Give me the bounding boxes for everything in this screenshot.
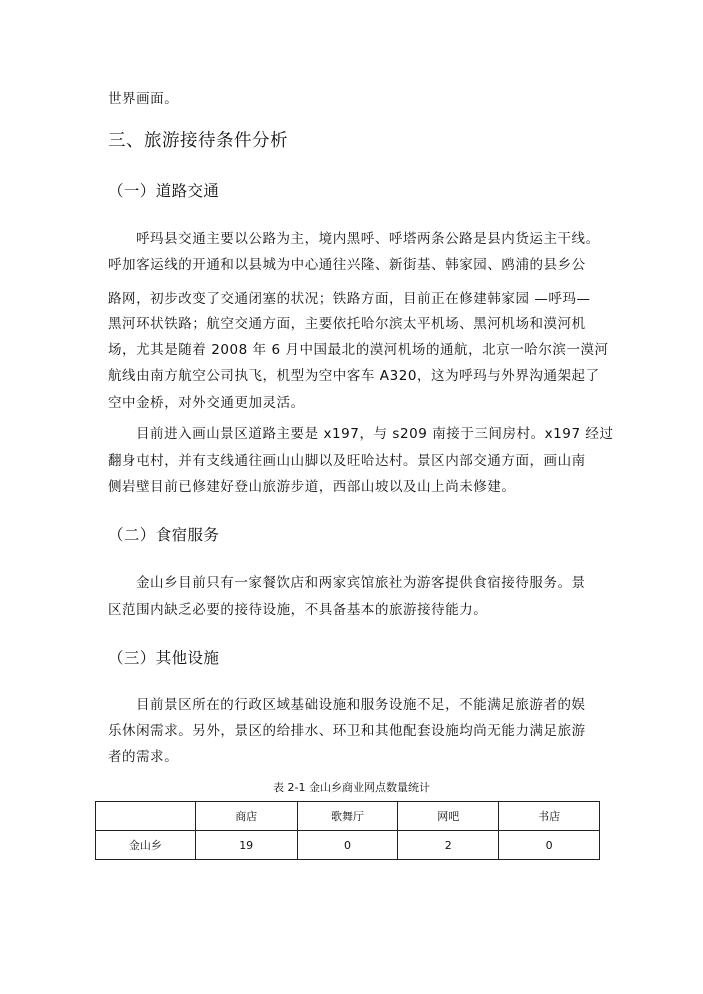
intro-line: 世界画面。 xyxy=(108,91,179,107)
table-header-cell: 网吧 xyxy=(398,802,499,831)
text-line: 路网，初步改变了交通闭塞的状况；铁路方面，目前正在修建韩家园 —呼玛— xyxy=(108,291,591,307)
table-cell: 0 xyxy=(499,831,600,860)
text-line: 目前进入画山景区道路主要是 x197，与 s209 南接于三间房村。x197 经过 xyxy=(136,426,614,442)
table-cell: 0 xyxy=(297,831,398,860)
text-line: 乐休闲需求。另外，景区的给排水、环卫和其他配套设施均尚无能力满足旅游 xyxy=(108,723,586,739)
text-line: 者的需求。 xyxy=(108,749,179,765)
table-header-row xyxy=(96,802,600,831)
business-outlets-table xyxy=(95,801,600,860)
text-line: 呼加客运线的开通和以县城为中心通往兴隆、新街基、韩家园、鸥浦的县乡公 xyxy=(108,257,586,273)
text-line: 目前景区所在的行政区域基础设施和服务设施不足，不能满足旅游者的娱 xyxy=(136,697,586,713)
table-cell: 金山乡 xyxy=(96,831,196,860)
table-cell: 2 xyxy=(398,831,499,860)
subsection-heading-food-lodging: （二）食宿服务 xyxy=(108,526,220,544)
text-line: 翻身屯村，并有支线通往画山山脚以及旺哈达村。景区内部交通方面，画山南 xyxy=(108,453,586,469)
table-cell: 19 xyxy=(195,831,297,860)
text-line: 空中金桥，对外交通更加灵活。 xyxy=(108,395,305,411)
table-header-cell: 书店 xyxy=(499,802,600,831)
subsection-heading-other: （三）其他设施 xyxy=(108,649,220,667)
table-caption: 表 2-1 金山乡商业网点数量统计 xyxy=(273,781,430,794)
text-line: 区范围内缺乏必要的接待设施，不具备基本的旅游接待能力。 xyxy=(108,602,488,618)
text-line: 金山乡目前只有一家餐饮店和两家宾馆旅社为游客提供食宿接待服务。景 xyxy=(136,575,586,591)
text-line: 场，尤其是随着 2008 年 6 月中国最北的漠河机场的通航，北京一哈尔滨一漠河 xyxy=(108,342,609,358)
table-header-cell xyxy=(96,802,196,831)
table-header-cell: 商店 xyxy=(195,802,297,831)
subsection-heading-traffic: （一）道路交通 xyxy=(108,182,220,200)
section-title: 三、旅游接待条件分析 xyxy=(108,131,288,151)
table-row xyxy=(96,831,600,860)
table-header-cell: 歌舞厅 xyxy=(297,802,398,831)
text-line: 黑河环状铁路；航空交通方面，主要依托哈尔滨太平机场、黑河机场和漠河机 xyxy=(108,316,586,332)
text-line: 航线由南方航空公司执飞，机型为空中客车 A320，这为呼玛与外界沟通架起了 xyxy=(108,368,600,384)
text-line: 侧岩壁目前已修建好登山旅游步道，西部山坡以及山上尚未修建。 xyxy=(108,479,516,495)
text-line: 呼玛县交通主要以公路为主，境内黑呼、呼塔两条公路是县内货运主干线。 xyxy=(136,231,600,247)
